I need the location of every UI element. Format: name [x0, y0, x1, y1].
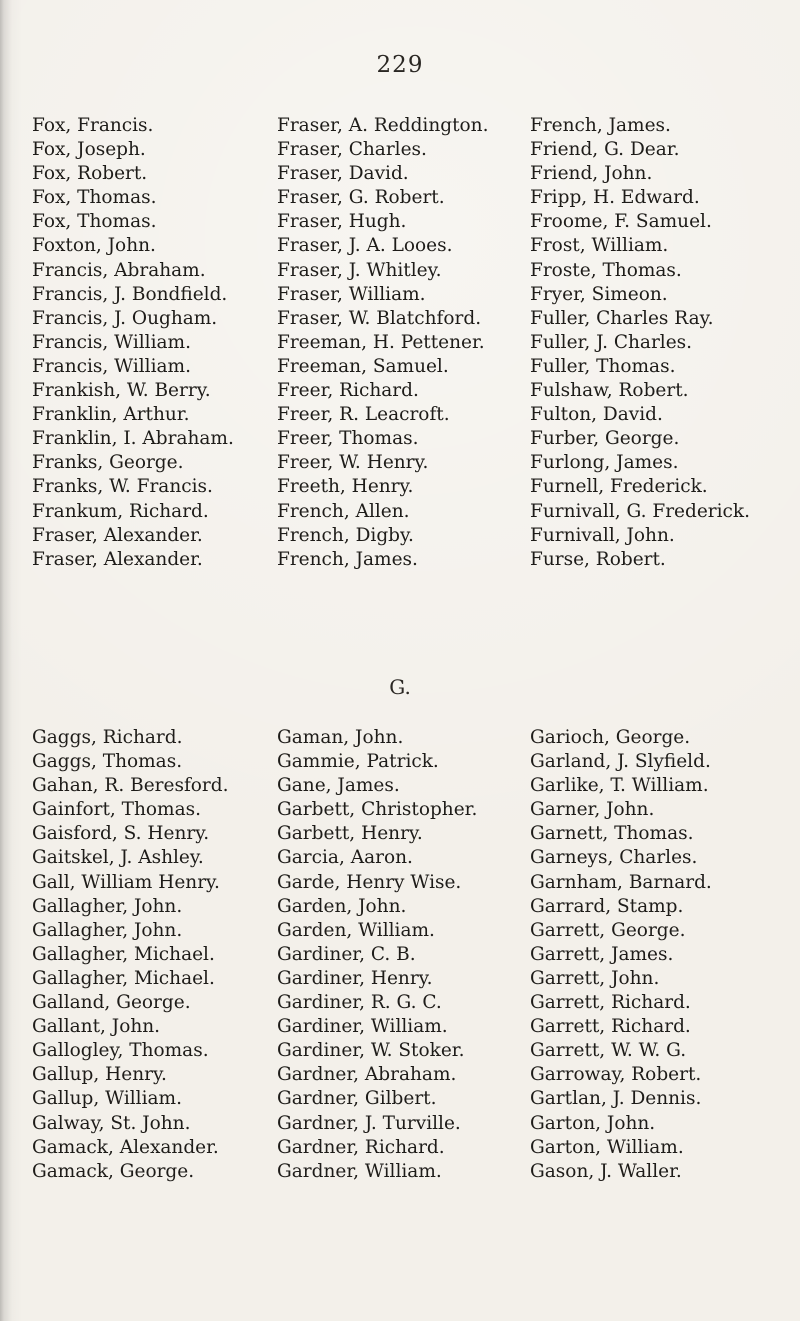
name-entry: Gallup, William. [32, 1088, 182, 1110]
name-entry: Gallagher, John. [32, 919, 183, 941]
name-entry: Fraser, William. [277, 283, 426, 305]
name-entry: Gaisford, S. Henry. [32, 823, 210, 845]
name-entry: Gall, William Henry. [32, 871, 220, 893]
name-entry: Garrett, Richard. [530, 992, 691, 1014]
name-entry: Fraser, Alexander. [32, 548, 203, 570]
name-entry: Gallagher, John. [32, 895, 183, 917]
name-entry: Gallogley, Thomas. [32, 1040, 209, 1062]
name-entry: Fuller, J. Charles. [530, 331, 693, 353]
name-entry: Fraser, W. Blatchford. [277, 307, 482, 329]
name-entry: Fraser, David. [277, 163, 409, 185]
name-entry: Fox, Robert. [32, 163, 148, 185]
name-entry: Garrard, Stamp. [530, 895, 684, 917]
name-entry: Gason, J. Waller. [530, 1160, 682, 1182]
name-entry: Fulton, David. [530, 404, 663, 426]
name-entry: Gamack, George. [32, 1160, 195, 1182]
g-column-2 [275, 726, 528, 1184]
name-entry: Garnham, Barnard. [530, 871, 712, 893]
name-entry: Friend, G. Dear. [530, 139, 680, 161]
g-names-section [32, 726, 780, 1184]
f-column-2 [275, 114, 528, 572]
name-entry: Fraser, A. Reddington. [277, 115, 489, 136]
name-entry: Gardner, William. [277, 1160, 442, 1182]
name-entry: Francis, William. [32, 331, 191, 353]
name-entry: Freer, R. Leacroft. [277, 404, 450, 426]
name-entry: Francis, J. Ougham. [32, 307, 218, 329]
name-entry: Fulshaw, Robert. [530, 380, 689, 402]
name-entry: Garroway, Robert. [530, 1064, 702, 1086]
name-entry: Fraser, Alexander. [32, 524, 203, 546]
name-entry: Francis, Abraham. [32, 259, 206, 281]
name-entry: Furnivall, John. [530, 524, 675, 546]
name-entry: Gardner, Gilbert. [277, 1088, 437, 1110]
name-entry: Fox, Francis. [32, 115, 154, 136]
name-entry: Garbett, Henry. [277, 823, 423, 845]
name-entry: Friend, John. [530, 163, 653, 185]
name-entry: Gahan, R. Beresford. [32, 775, 229, 797]
name-entry: Gallagher, Michael. [32, 943, 215, 965]
name-entry: Gardiner, W. Stoker. [277, 1040, 465, 1062]
name-entry: Garton, John. [530, 1112, 656, 1134]
name-entry: Gardiner, Henry. [277, 967, 433, 989]
name-entry: Franklin, Arthur. [32, 404, 190, 426]
name-entry: Fuller, Charles Ray. [530, 307, 714, 329]
name-entry: Frost, William. [530, 235, 669, 257]
name-entry: Gallup, Henry. [32, 1064, 167, 1086]
name-entry: Gallant, John. [32, 1016, 161, 1038]
name-entry: Gallagher, Michael. [32, 967, 215, 989]
name-entry: Galway, St. John. [32, 1112, 191, 1134]
name-entry: Furnivall, G. Frederick. [530, 500, 751, 522]
name-entry: Gardiner, William. [277, 1016, 448, 1038]
name-entry: Garrett, W. W. G. [530, 1040, 687, 1062]
name-entry: Fraser, J. A. Looes. [277, 235, 453, 257]
name-entry: Gardner, Abraham. [277, 1064, 457, 1086]
name-entry: Freer, W. Henry. [277, 452, 429, 474]
name-entry: Gardner, Richard. [277, 1136, 445, 1158]
name-entry: Garland, J. Slyfield. [530, 751, 711, 773]
name-entry: Gaman, John. [277, 727, 404, 748]
name-entry: Franklin, I. Abraham. [32, 428, 234, 450]
name-entry: Garioch, George. [530, 727, 691, 748]
name-entry: Garden, William. [277, 919, 435, 941]
name-entry: Gardiner, C. B. [277, 943, 416, 965]
page-number: 229 [376, 52, 424, 78]
name-entry: Francis, William. [32, 355, 191, 377]
name-entry: Gardiner, R. G. C. [277, 992, 442, 1014]
name-entry: Fryer, Simeon. [530, 283, 668, 305]
name-entry: Gaggs, Thomas. [32, 751, 183, 773]
name-entry: Freeth, Henry. [277, 476, 414, 498]
name-entry: Gammie, Patrick. [277, 751, 439, 773]
name-entry: French, James. [530, 115, 671, 136]
name-entry: Garrett, Richard. [530, 1016, 691, 1038]
name-entry: French, Allen. [277, 500, 410, 522]
name-entry: Furlong, James. [530, 452, 679, 474]
name-entry: Garneys, Charles. [530, 847, 698, 869]
name-entry: Galland, George. [32, 992, 191, 1014]
name-entry: Garner, John. [530, 799, 655, 821]
name-entry: Garrett, George. [530, 919, 686, 941]
name-entry: Fox, Thomas. [32, 187, 157, 209]
f-column-1 [32, 114, 275, 572]
name-entry: Fraser, G. Robert. [277, 187, 445, 209]
name-entry: Freer, Richard. [277, 380, 419, 402]
name-entry: Furnell, Frederick. [530, 476, 708, 498]
name-entry: Fripp, H. Edward. [530, 187, 700, 209]
name-entry: Freer, Thomas. [277, 428, 419, 450]
name-entry: Fuller, Thomas. [530, 355, 676, 377]
name-entry: Gaitskel, J. Ashley. [32, 847, 204, 869]
name-entry: Frankum, Richard. [32, 500, 209, 522]
name-entry: Franks, W. Francis. [32, 476, 213, 498]
name-entry: Foxton, John. [32, 235, 156, 257]
name-entry: Garrett, John. [530, 967, 660, 989]
name-entry: Gane, James. [277, 775, 400, 797]
name-entry: Furse, Robert. [530, 548, 666, 570]
name-entry: Garton, William. [530, 1136, 684, 1158]
f-names-section [32, 114, 780, 572]
name-entry: French, James. [277, 548, 418, 570]
name-entry: Fox, Joseph. [32, 139, 146, 161]
name-entry: Garde, Henry Wise. [277, 871, 462, 893]
name-entry: Garlike, T. William. [530, 775, 709, 797]
section-heading-g: G. [389, 675, 411, 699]
name-entry: Frankish, W. Berry. [32, 380, 211, 402]
name-entry: Freeman, Samuel. [277, 355, 449, 377]
name-entry: Gartlan, J. Dennis. [530, 1088, 702, 1110]
name-entry: Garcia, Aaron. [277, 847, 413, 869]
name-entry: Gamack, Alexander. [32, 1136, 219, 1158]
name-entry: Froste, Thomas. [530, 259, 682, 281]
name-entry: Froome, F. Samuel. [530, 211, 712, 233]
name-entry: Garbett, Christopher. [277, 799, 478, 821]
name-entry: Gardner, J. Turville. [277, 1112, 461, 1134]
name-entry: Fraser, Charles. [277, 139, 427, 161]
name-entry: Garnett, Thomas. [530, 823, 694, 845]
name-entry: Gainfort, Thomas. [32, 799, 202, 821]
g-column-1 [32, 726, 275, 1184]
g-column-3 [528, 726, 780, 1184]
name-entry: Francis, J. Bondfield. [32, 283, 228, 305]
name-entry: Garden, John. [277, 895, 407, 917]
name-entry: Gaggs, Richard. [32, 727, 183, 748]
name-entry: Fox, Thomas. [32, 211, 157, 233]
name-entry: Franks, George. [32, 452, 184, 474]
f-column-3 [528, 114, 780, 572]
name-entry: Fraser, Hugh. [277, 211, 407, 233]
name-entry: Freeman, H. Pettener. [277, 331, 485, 353]
name-entry: Garrett, James. [530, 943, 674, 965]
name-entry: Fraser, J. Whitley. [277, 259, 442, 281]
name-entry: French, Digby. [277, 524, 414, 546]
name-entry: Furber, George. [530, 428, 680, 450]
